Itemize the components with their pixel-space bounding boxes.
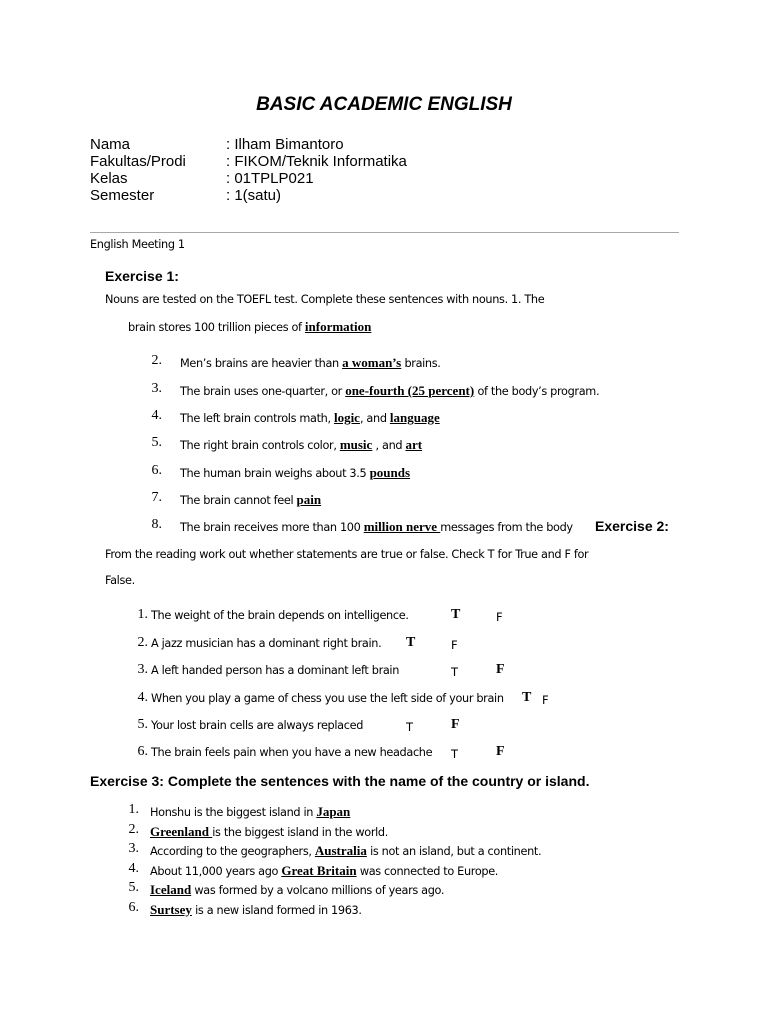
text-part: The brain receives more than 100: [180, 521, 364, 534]
text-part: is a new island formed in 1963.: [191, 904, 362, 917]
text-part: The human brain weighs about 3.5: [180, 467, 370, 480]
item-text: [180, 410, 440, 426]
text-part: messages from the body: [440, 521, 573, 534]
answer: pain: [296, 492, 322, 507]
text-part: The left brain controls math,: [180, 412, 334, 425]
info-label: Nama: [90, 136, 131, 153]
answer: pounds: [369, 465, 411, 480]
item-number: 3.: [128, 841, 139, 856]
exercise-2-intro: From the reading work out whether statements are true or false. Check T for True and F for: [105, 548, 589, 561]
text-part: of the body’s program.: [474, 385, 600, 398]
item-text: [150, 882, 444, 898]
item-text: [180, 465, 410, 481]
text-part: was connected to Europe.: [356, 865, 499, 878]
answer: million nerve: [363, 519, 441, 534]
item-number: 8.: [151, 517, 162, 532]
true-option[interactable]: T: [451, 747, 459, 761]
text-part: is not an island, but a continent.: [366, 845, 542, 858]
statement: A jazz musician has a dominant right brain.: [151, 637, 382, 650]
text-part: was formed by a volcano millions of years ago.: [191, 884, 445, 897]
info-label: Kelas: [90, 170, 128, 187]
answer: logic: [333, 410, 360, 425]
answer: one-fourth (25 percent): [345, 383, 475, 398]
text-part: The brain uses one-quarter, or: [180, 385, 346, 398]
false-option[interactable]: F: [451, 638, 458, 652]
text-part: The brain cannot feel: [180, 494, 297, 507]
item-text: brain stores 100 trillion pieces of: [128, 321, 305, 334]
statement: A left handed person has a dominant left brain: [151, 664, 400, 677]
item-number: 5.: [128, 880, 139, 895]
answer: Surtsey: [150, 902, 192, 917]
item-text: [150, 824, 388, 840]
exercise-3-heading: Exercise 3: Complete the sentences with the name of the country or island.: [90, 773, 590, 789]
true-option[interactable]: T: [406, 635, 416, 650]
text-part: brains.: [401, 357, 441, 370]
false-option[interactable]: F: [451, 717, 460, 732]
exercise-1-heading: Exercise 1:: [105, 268, 179, 284]
item-text: [150, 902, 362, 918]
info-label: Fakultas/Prodi: [90, 153, 186, 170]
item-number: 2.: [128, 822, 139, 837]
answer: Great Britain: [281, 863, 357, 878]
true-option[interactable]: T: [406, 720, 414, 734]
answer: Iceland: [150, 882, 192, 897]
item-number: 5.: [151, 435, 162, 450]
item-text: [180, 383, 599, 399]
item-text: [150, 804, 350, 820]
item-number: 4.: [151, 408, 162, 423]
true-option[interactable]: T: [451, 607, 461, 622]
answer: information: [304, 319, 372, 334]
text-part: , and: [372, 439, 406, 452]
item-number: 2.: [151, 353, 162, 368]
text-part: , and: [359, 412, 390, 425]
text-part: Honshu is the biggest island in: [150, 806, 317, 819]
item-text: [150, 843, 541, 859]
text-part: Men’s brains are heavier than: [180, 357, 343, 370]
item-number: 6.: [128, 900, 139, 915]
item-number: 6.: [137, 744, 148, 759]
meeting-label: English Meeting 1: [90, 238, 185, 251]
item-number: 6.: [151, 463, 162, 478]
item-text: [180, 437, 422, 453]
item-number: 4.: [128, 861, 139, 876]
answer: Japan: [316, 804, 351, 819]
answer: art: [405, 437, 423, 452]
text-part: About 11,000 years ago: [150, 865, 282, 878]
false-option[interactable]: F: [496, 610, 503, 624]
item-number: 7.: [151, 490, 162, 505]
text-part: is the biggest island in the world.: [212, 826, 388, 839]
item-number: 3.: [137, 662, 148, 677]
item-text: [180, 355, 441, 371]
item-number: 4.: [137, 690, 148, 705]
divider: [90, 232, 679, 233]
item-number: 2.: [137, 635, 148, 650]
answer: music: [339, 437, 373, 452]
answer: language: [389, 410, 440, 425]
statement: Your lost brain cells are always replaced: [151, 719, 364, 732]
answer: Australia: [314, 843, 367, 858]
item-text: [180, 492, 321, 508]
false-option[interactable]: F: [496, 744, 505, 759]
false-option[interactable]: F: [542, 693, 549, 707]
item-number: 1.: [128, 802, 139, 817]
statement: The weight of the brain depends on intelligence.: [151, 609, 409, 622]
item-number: 5.: [137, 717, 148, 732]
info-label: Semester: [90, 187, 155, 204]
info-value: : Ilham Bimantoro: [226, 136, 344, 153]
item-number: 1.: [137, 607, 148, 622]
exercise-1-item-1: [128, 319, 371, 335]
false-option[interactable]: F: [496, 662, 505, 677]
text-part: The right brain controls color,: [180, 439, 340, 452]
exercise-2-intro-cont: False.: [105, 574, 135, 587]
statement: The brain feels pain when you have a new headache: [151, 746, 433, 759]
true-option[interactable]: T: [451, 665, 459, 679]
answer: Greenland: [150, 824, 213, 839]
statement: When you play a game of chess you use the left side of your brain: [151, 692, 504, 705]
item-text: [150, 863, 498, 879]
item-text: [180, 519, 573, 535]
info-value: : 1(satu): [226, 187, 282, 204]
item-number: 3.: [151, 381, 162, 396]
answer: a woman’s: [342, 355, 402, 370]
true-option[interactable]: T: [522, 690, 532, 705]
document-title: BASIC ACADEMIC ENGLISH: [256, 94, 512, 115]
exercise-2-heading: Exercise 2:: [595, 518, 669, 534]
exercise-1-intro: Nouns are tested on the TOEFL test. Complete these sentences with nouns. 1. The: [105, 293, 545, 306]
info-value: : FIKOM/Teknik Informatika: [226, 153, 407, 170]
info-value: : 01TPLP021: [226, 170, 314, 187]
text-part: According to the geographers,: [150, 845, 315, 858]
